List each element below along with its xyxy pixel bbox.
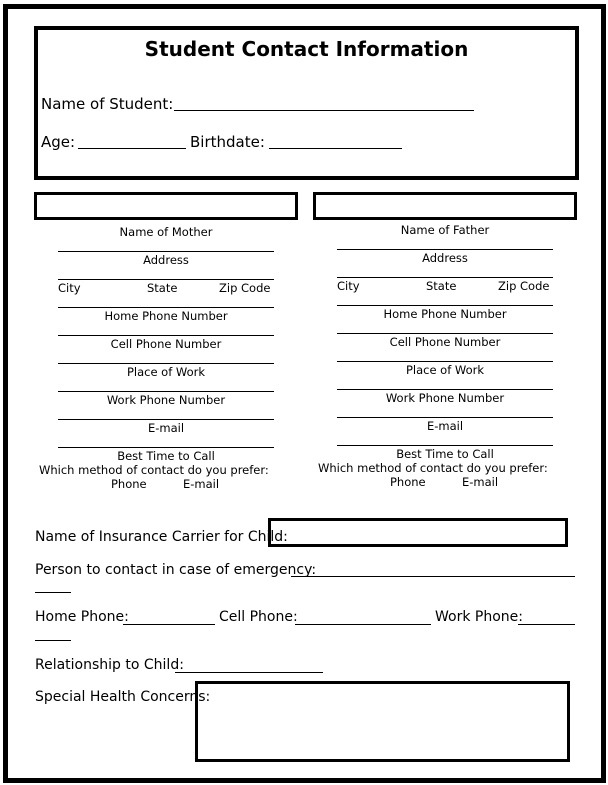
father-email-label: E-mail [426,419,464,433]
father-email-field[interactable] [337,417,553,418]
father-cell-phone-field[interactable] [337,333,553,334]
father-name-label: Name of Father [400,223,490,237]
health-concerns-label: Special Health Concerns: [35,689,211,705]
mother-city-label: City [58,281,81,295]
father-state-label: State [426,279,457,293]
cell-phone-field[interactable] [295,624,431,625]
father-option-phone[interactable]: Phone [390,475,426,489]
mother-option-phone[interactable]: Phone [111,477,147,491]
mother-work-label: Place of Work [126,365,206,379]
mother-home-phone-field[interactable] [58,307,274,308]
father-work-phone-label: Work Phone Number [385,391,505,405]
father-method-question: Which method of contact do you prefer: [318,461,548,475]
father-home-phone-label: Home Phone Number [383,307,507,321]
father-cell-phone-label: Cell Phone Number [389,335,501,349]
cell-phone-label: Cell Phone: [219,609,298,625]
father-home-phone-field[interactable] [337,305,553,306]
work-phone-field-continued[interactable] [35,640,71,641]
mother-city-state-zip-field[interactable] [58,279,274,280]
home-phone-field[interactable] [123,624,215,625]
mother-email-label: E-mail [147,421,185,435]
father-city-state-zip-field[interactable] [337,277,553,278]
birthdate-field[interactable] [269,148,402,149]
student-name-field[interactable] [174,110,474,111]
mother-address-label: Address [143,253,189,267]
mother-home-phone-label: Home Phone Number [104,309,228,323]
mother-option-email[interactable]: E-mail [183,477,220,491]
father-best-time-field[interactable] [337,445,553,446]
father-work-label: Place of Work [405,363,485,377]
mother-name-label: Name of Mother [119,225,213,239]
mother-best-time-field[interactable] [58,447,274,448]
mother-name-box[interactable] [34,192,298,220]
birthdate-label: Birthdate: [190,133,265,151]
father-work-phone-field[interactable] [337,389,553,390]
emergency-contact-field[interactable] [291,576,575,577]
father-name-box[interactable] [313,192,577,220]
age-field[interactable] [78,148,186,149]
father-address-label: Address [422,251,468,265]
mother-best-time-label: Best Time to Call [117,449,215,463]
work-phone-label: Work Phone: [435,609,523,625]
home-phone-label: Home Phone: [35,609,129,625]
father-best-time-label: Best Time to Call [396,447,494,461]
mother-cell-phone-field[interactable] [58,335,274,336]
page-title: Student Contact Information [144,37,469,61]
insurance-field[interactable] [268,518,568,547]
emergency-contact-label: Person to contact in case of emergency: [35,562,317,578]
relationship-field[interactable] [175,672,323,673]
father-zip-label: Zip Code [498,279,550,293]
father-option-email[interactable]: E-mail [462,475,499,489]
mother-cell-phone-label: Cell Phone Number [110,337,222,351]
father-city-label: City [337,279,360,293]
age-label: Age: [41,133,76,151]
mother-method-question: Which method of contact do you prefer: [39,463,269,477]
work-phone-field[interactable] [518,624,575,625]
insurance-label: Name of Insurance Carrier for Child: [35,529,288,545]
mother-email-field[interactable] [58,419,274,420]
mother-work-phone-label: Work Phone Number [106,393,226,407]
emergency-contact-field-continued[interactable] [35,592,71,593]
mother-address-field[interactable] [58,251,274,252]
health-concerns-field[interactable] [195,681,570,762]
father-address-field[interactable] [337,249,553,250]
relationship-label: Relationship to Child: [35,657,184,673]
mother-zip-label: Zip Code [219,281,271,295]
mother-work-phone-field[interactable] [58,391,274,392]
mother-work-field[interactable] [58,363,274,364]
student-name-label: Name of Student: [41,95,174,113]
mother-state-label: State [147,281,178,295]
father-work-field[interactable] [337,361,553,362]
